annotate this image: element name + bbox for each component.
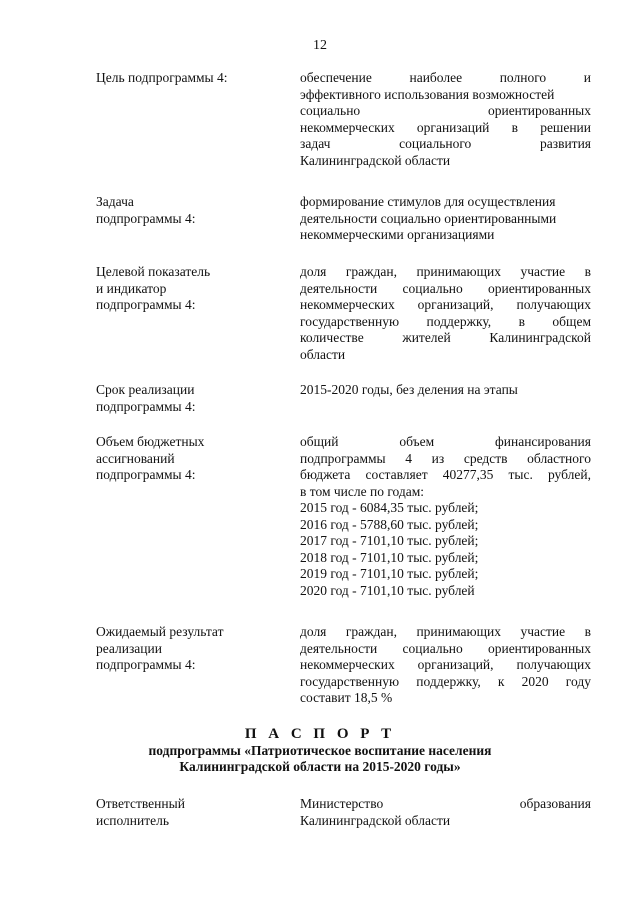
value-line: 2019 год - 7101,10 тыс. рублей;	[300, 566, 479, 581]
value-line: 2017 год - 7101,10 тыс. рублей;	[300, 533, 479, 548]
value-line: Калининградской области	[300, 812, 451, 828]
label-line: Объем бюджетных	[96, 434, 205, 449]
passport-subtitle: подпрограммы «Патриотическое воспитание населения	[148, 742, 492, 758]
value-line: подпрограммы 4 из средств областного	[300, 450, 591, 466]
value-line: деятельности социально ориентированными	[300, 210, 557, 226]
label-line: исполнитель	[96, 812, 169, 828]
label-line: Целевой показатель	[96, 264, 211, 279]
value-line: некоммерческих организаций, получающих	[300, 657, 591, 672]
value-line: доля граждан, принимающих участие в	[300, 624, 591, 639]
value-line: в том числе по годам:	[300, 483, 425, 499]
label-line: и индикатор	[96, 280, 167, 296]
row-label	[96, 624, 286, 674]
value-line: Калининградской области	[300, 152, 451, 168]
passport-heading	[0, 726, 640, 776]
row-value	[300, 624, 591, 707]
row-value	[300, 70, 591, 169]
value-line: 2015 год - 6084,35 тыс. рублей;	[300, 500, 479, 515]
row-label	[96, 194, 286, 227]
page-number: 12	[313, 38, 327, 53]
passport-subtitle: Калининградской области на 2015-2020 годы»	[179, 759, 461, 774]
value-line: некоммерческими организациями	[300, 227, 495, 242]
label-line: ассигнований	[96, 450, 175, 466]
value-line: государственную поддержку, в общем	[300, 313, 591, 329]
label-line: реализации	[96, 640, 162, 656]
value-line: государственную поддержку, к 2020 году	[300, 673, 591, 689]
row-label	[96, 70, 286, 87]
label-line: подпрограммы 4:	[96, 398, 196, 414]
label-line: Цель подпрограммы 4:	[96, 70, 228, 85]
row-value	[300, 796, 591, 829]
row-label	[96, 434, 286, 484]
value-line: доля граждан, принимающих участие в	[300, 264, 591, 279]
row-value	[300, 194, 591, 244]
value-line: деятельности социально ориентированных	[300, 280, 591, 296]
value-line: некоммерческих организаций в решении	[300, 119, 591, 135]
label-line: Срок реализации	[96, 382, 195, 397]
label-line: подпрограммы 4:	[96, 657, 196, 672]
value-line: бюджета составляет 40277,35 тыс. рублей,	[300, 467, 591, 482]
passport-title: П А С П О Р Т	[244, 726, 396, 742]
row-label	[96, 382, 286, 415]
value-line: задач социального развития	[300, 136, 591, 151]
value-line: 2018 год - 7101,10 тыс. рублей;	[300, 549, 479, 565]
row-label	[96, 264, 286, 314]
row-value	[300, 264, 591, 363]
row-label	[96, 796, 286, 829]
value-line: 2020 год - 7101,10 тыс. рублей	[300, 582, 475, 598]
value-line: области	[300, 346, 346, 362]
value-line: социально ориентированных	[300, 103, 591, 118]
value-line: общий объем финансирования	[300, 434, 591, 449]
row-value	[300, 434, 591, 599]
label-line: подпрограммы 4:	[96, 210, 196, 226]
value-line: Министерство образования	[300, 796, 591, 811]
value-line: некоммерческих организаций, получающих	[300, 297, 591, 312]
value-line: обеспечение наиболее полного и	[300, 70, 591, 85]
label-line: Ожидаемый результат	[96, 624, 224, 639]
row-value	[300, 382, 591, 399]
value-line: составит 18,5 %	[300, 690, 393, 705]
value-line: деятельности социально ориентированных	[300, 640, 591, 656]
value-line: эффективного использования возможностей	[300, 86, 555, 102]
value-line: количестве жителей Калининградской	[300, 330, 591, 345]
label-line: подпрограммы 4:	[96, 467, 196, 482]
label-line: подпрограммы 4:	[96, 297, 196, 312]
value-line: 2015-2020 годы, без деления на этапы	[300, 382, 518, 397]
label-line: Задача	[96, 194, 134, 209]
value-line: формирование стимулов для осуществления	[300, 194, 556, 209]
value-line: 2016 год - 5788,60 тыс. рублей;	[300, 516, 479, 532]
label-line: Ответственный	[96, 796, 185, 811]
